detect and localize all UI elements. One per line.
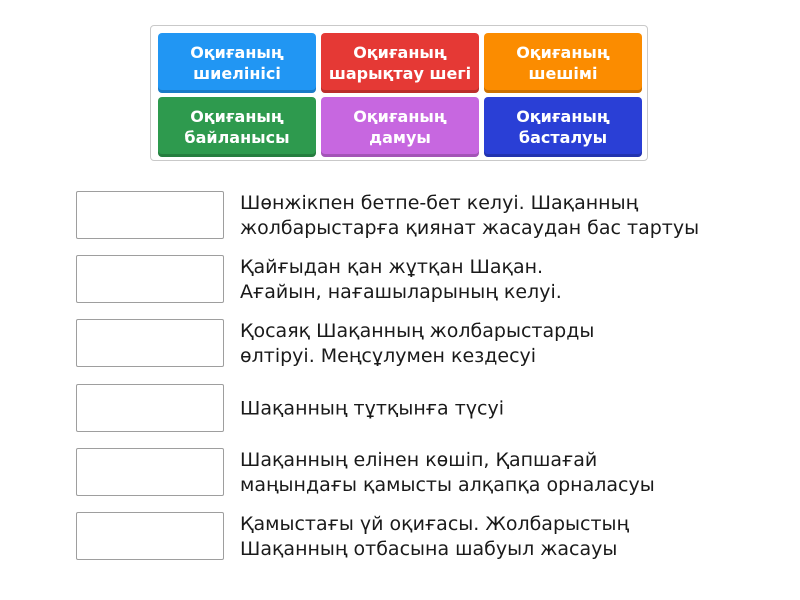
tile-sheshimi[interactable]: Оқиғаның шешімі bbox=[484, 33, 642, 93]
match-row bbox=[76, 448, 776, 498]
event-description: Қайғыдан қан жұтқан Шақан. Ағайын, нағашыларының келуі. bbox=[240, 256, 562, 303]
event-description: Қамыстағы үй оқиғасы. Жолбарыстың Шақанның отбасына шабуыл жасауы bbox=[240, 513, 630, 560]
match-row bbox=[76, 384, 776, 434]
tile-bastaluy[interactable]: Оқиғаның басталуы bbox=[484, 97, 642, 157]
match-row bbox=[76, 512, 776, 562]
tile-sharyqtau-shegi[interactable]: Оқиғаның шарықтау шегі bbox=[321, 33, 479, 93]
drop-slot[interactable] bbox=[76, 512, 224, 560]
match-row bbox=[76, 191, 776, 241]
drop-slot[interactable] bbox=[76, 255, 224, 303]
tile-bailanysy[interactable]: Оқиғаның байланысы bbox=[158, 97, 316, 157]
drop-slot[interactable] bbox=[76, 319, 224, 367]
tile-shielenisi[interactable]: Оқиғаның шиелінісі bbox=[158, 33, 316, 93]
event-description: Шақанның елінен көшіп, Қапшағай маңындағы қамысты алқапқа орналасуы bbox=[240, 449, 655, 496]
drop-slot[interactable] bbox=[76, 384, 224, 432]
tile-damuy[interactable]: Оқиғаның дамуы bbox=[321, 97, 479, 157]
event-description: Шөнжікпен бетпе-бет келуі. Шақанның жолбарыстарға қиянат жасаудан бас тартуы bbox=[240, 192, 700, 239]
event-description: Қосаяқ Шақанның жолбарыстарды өлтіруі. Меңсұлумен кездесуі bbox=[240, 320, 595, 367]
answer-bank bbox=[150, 25, 648, 161]
event-description: Шақанның тұтқынға түсуі bbox=[240, 397, 504, 420]
match-row bbox=[76, 255, 776, 305]
drop-slot[interactable] bbox=[76, 191, 224, 239]
match-row bbox=[76, 319, 776, 369]
drop-slot[interactable] bbox=[76, 448, 224, 496]
